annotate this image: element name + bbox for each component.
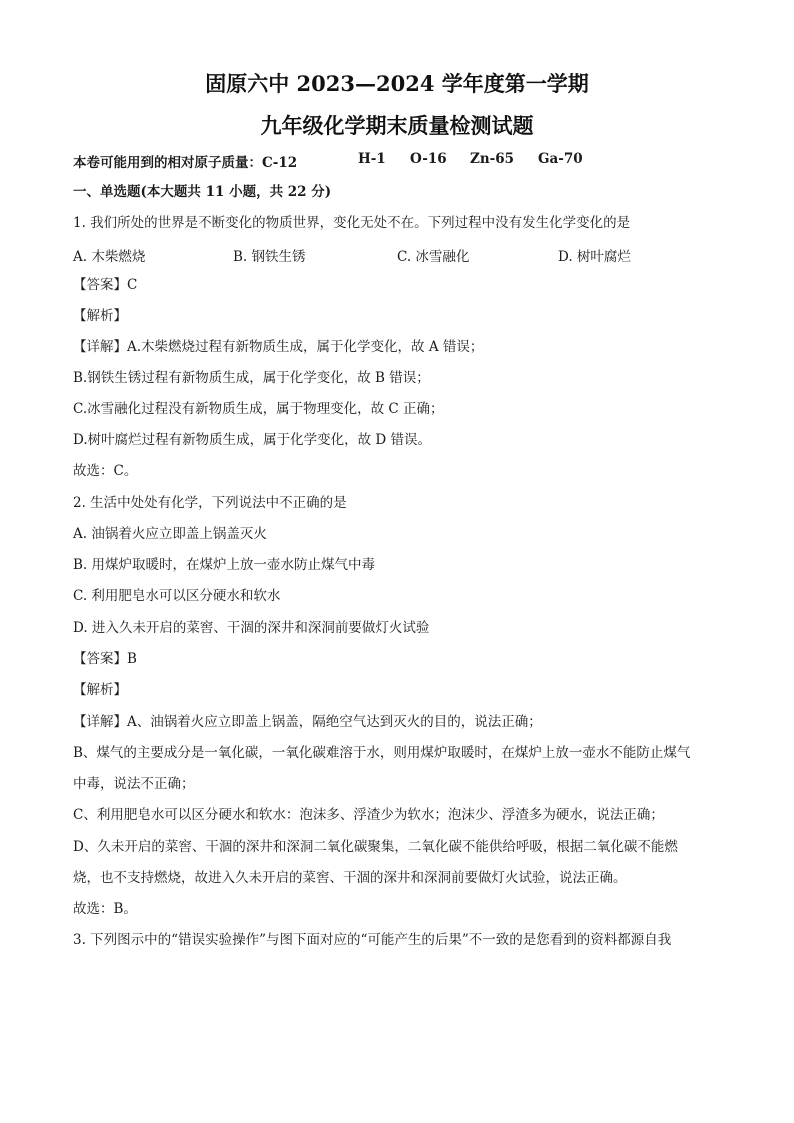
q1-detail-line: D.树叶腐烂过程有新物质生成，属于化学变化，故 D 错误。 [73,432,432,448]
q1-option-a: A. 木柴燃烧 [73,249,146,265]
q2-answer: 【答案】B [73,651,137,667]
q1-detail-line: C.冰雪融化过程没有新物质生成，属于物理变化，故 C 正确； [73,401,444,417]
exam-title: 固原六中 2023—2024 学年度第一学期 [205,71,589,96]
question-2-stem: 2. 生活中处处有化学，下列说法中不正确的是 [73,495,347,511]
q2-analysis-label: 【解析】 [73,682,127,698]
q2-detail-line: D、久未开启的菜窖、干涸的深井和深洞二氧化碳聚集，二氧化碳不能供给呼吸，根据二氧化碳不能燃 [73,839,678,855]
q2-option-d: D. 进入久未开启的菜窖、干涸的深井和深洞前要做灯火试验 [73,620,430,636]
q1-analysis-label: 【解析】 [73,308,127,324]
atomic-mass-label: 本卷可能用到的相对原子质量：C-12 [73,155,298,171]
q1-answer: 【答案】C [73,277,138,293]
q2-detail-line: 【详解】A、油锅着火应立即盖上锅盖，隔绝空气达到灭火的目的，说法正确； [73,714,542,730]
q2-detail-line: 中毒，说法不正确； [73,776,195,792]
q1-conclusion: 故选：C。 [73,463,138,479]
q2-detail-line: B、煤气的主要成分是一氧化碳，一氧化碳难溶于水，则用煤炉取暖时，在煤炉上放一壶水不能防止煤气 [73,745,691,761]
q1-option-c: C. 冰雪融化 [397,249,470,265]
q1-option-d: D. 树叶腐烂 [558,249,631,265]
exam-subtitle: 九年级化学期末质量检测试题 [260,113,534,138]
q1-detail-line: B.钢铁生锈过程有新物质生成，属于化学变化，故 B 错误； [73,370,430,386]
question-3-stem: 3. 下列图示中的“错误实验操作”与图下面对应的“可能产生的后果”不一致的是您看到的资料都源自我 [73,932,672,948]
q2-detail-line: C、利用肥皂水可以区分硬水和软水：泡沫多、浮渣少为软水；泡沫少、浮渣多为硬水，说法正确； [73,807,664,823]
atomic-mass-o: O-16 [410,151,447,167]
q2-option-b: B. 用煤炉取暖时，在煤炉上放一壶水防止煤气中毒 [73,557,376,573]
atomic-mass-ga: Ga-70 [538,151,583,167]
q2-detail-line: 烧，也不支持燃烧，故进入久未开启的菜窖、干涸的深井和深洞前要做灯火试验，说法正确。 [73,870,627,886]
atomic-mass-h: H-1 [358,151,386,167]
q1-option-b: B. 钢铁生锈 [233,249,306,265]
section-heading: 一、单选题(本大题共 11 小题，共 22 分) [73,184,332,200]
q1-detail-line: 【详解】A.木柴燃烧过程有新物质生成，属于化学变化，故 A 错误； [73,339,484,355]
q2-option-a: A. 油锅着火应立即盖上锅盖灭火 [73,526,267,542]
question-1-stem: 1. 我们所处的世界是不断变化的物质世界，变化无处不在。下列过程中没有发生化学变化的是 [73,215,631,231]
q2-conclusion: 故选：B。 [73,901,137,917]
atomic-mass-zn: Zn-65 [470,151,515,167]
q2-option-c: C. 利用肥皂水可以区分硬水和软水 [73,588,281,604]
